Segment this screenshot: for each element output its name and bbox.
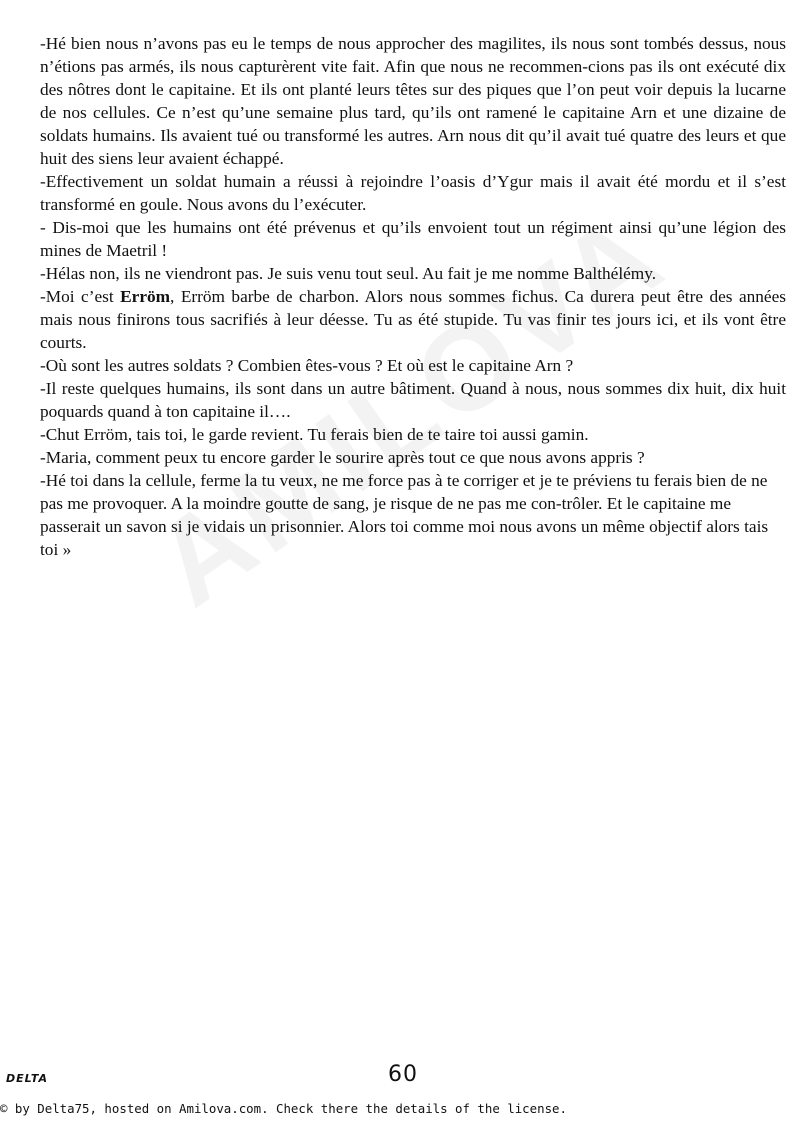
- paragraph-1: -Hé bien nous n’avons pas eu le temps de nous approcher des magilites, ils nous sont tombés dessus, nous n’étions pas armés, ils nous capturèrent vite fait. Afin que nous ne recommen-cions pas ils ont exécuté dix des nôtres dont le capitaine. Et ils ont planté leurs têtes sur des piques que l’on peut voir depuis la lucarne de nos cellules. Ce n’est qu’une semaine plus tard, qu’ils ont ramené le capitaine Arn et une dizaine de soldats humains. Ils avaient tué ou transformé les autres. Arn nous dit qu’il avait tué quatre des leurs et que huit des siens leur avaient échappé.: [40, 34, 786, 168]
- paragraph-5-rest: , Erröm barbe de charbon. Alors nous sommes fichus. Ca durera peut être des années mais nous finirons tous sacrifiés à leur déesse. Tu as été stupide. Tu vas finir tes jours ici, et ils vont être courts.: [40, 287, 786, 352]
- license-notice: © by Delta75, hosted on Amilova.com. Check there the details of the license.: [0, 1101, 567, 1116]
- paragraph-7: -Il reste quelques humains, ils sont dans un autre bâtiment. Quand à nous, nous sommes dix huit, dix huit poquards quand à ton capitaine il….: [40, 379, 786, 421]
- character-name-bold: Erröm: [120, 287, 171, 306]
- paragraph-5-prefix: -Moi c’est: [40, 287, 121, 306]
- paragraph-9: -Maria, comment peux tu encore garder le sourire après tout ce que nous avons appris ?: [40, 448, 645, 467]
- paragraph-8: -Chut Erröm, tais toi, le garde revient. Tu ferais bien de te taire toi aussi gamin.: [40, 425, 589, 444]
- author-signature: DELTA: [6, 1072, 48, 1085]
- paragraph-5: [40, 285, 786, 354]
- paragraph-2: -Effectivement un soldat humain a réussi à rejoindre l’oasis d’Ygur mais il avait été mordu et il s’est transformé en goule. Nous avons du l’exécuter.: [40, 172, 786, 214]
- paragraph-3: - Dis-moi que les humains ont été prévenus et qu’ils envoient tout un régiment ainsi qu’une légion des mines de Maetril !: [40, 218, 786, 260]
- story-text: [40, 32, 786, 561]
- paragraph-4: -Hélas non, ils ne viendront pas. Je suis venu tout seul. Au fait je me nomme Balthélémy.: [40, 264, 657, 283]
- page-number: 60: [388, 1062, 418, 1087]
- paragraph-10: -Hé toi dans la cellule, ferme la tu veux, ne me force pas à te corriger et je te préviens tu ferais bien de ne pas me provoquer. A la moindre goutte de sang, je risque de ne pas me con-trôler. Et le capitaine me passerait un savon si je vidais un prisonnier. Alors toi comme moi nous avons un même objectif alors tais toi »: [40, 471, 769, 559]
- paragraph-6: -Où sont les autres soldats ? Combien êtes-vous ? Et où est le capitaine Arn ?: [40, 356, 574, 375]
